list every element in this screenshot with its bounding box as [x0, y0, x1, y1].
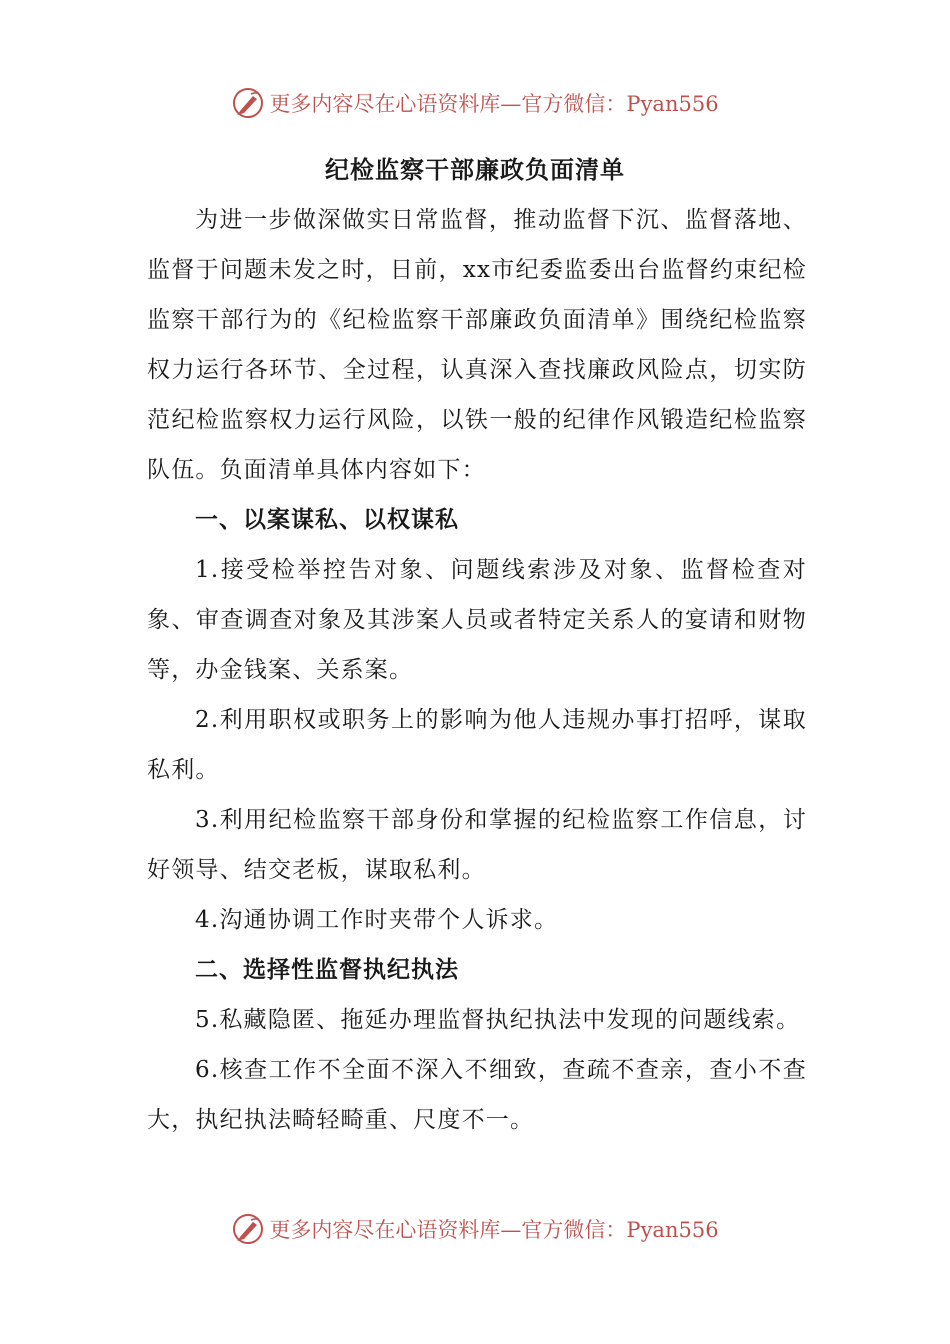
- list-item-2: 2.利用职权或职务上的影响为他人违规办事打招呼，谋取私利。: [147, 707, 807, 783]
- footer-watermark-banner: [0, 1209, 950, 1249]
- header-watermark-banner: [0, 83, 950, 123]
- section-heading-1: 一、以案谋私、以权谋私: [195, 506, 459, 533]
- list-item-6: 6.核查工作不全面不深入不细致，查疏不查亲，查小不查大，执纪执法畸轻畸重、尺度不一。: [147, 1057, 807, 1133]
- list-item-4: 4.沟通协调工作时夹带个人诉求。: [195, 907, 559, 933]
- list-item-3: 3.利用纪检监察干部身份和掌握的纪检监察工作信息，讨好领导、结交老板，谋取私利。: [147, 807, 807, 883]
- list-item-1: 1.接受检举控告对象、问题线索涉及对象、监督检查对象、审查调查对象及其涉案人员或者特定关系人的宴请和财物等，办金钱案、关系案。: [147, 557, 807, 683]
- banner-text: 更多内容尽在心语资料库—官方微信：Pyan556: [269, 1218, 719, 1242]
- banner-text: 更多内容尽在心语资料库—官方微信：Pyan556: [269, 92, 719, 116]
- document-body: [147, 195, 807, 1145]
- pen-logo-icon: [231, 1212, 265, 1246]
- document-title: 纪检监察干部廉政负面清单: [325, 155, 625, 184]
- pen-logo-icon: [231, 86, 265, 120]
- intro-paragraph: 为进一步做深做实日常监督，推动监督下沉、监督落地、监督于问题未发之时，日前，xx市纪委监委出台监督约束纪检监察干部行为的《纪检监察干部廉政负面清单》围绕纪检监察权力运行各环节、全过程，认真深入查找廉政风险点，切实防范纪检监察权力运行风险，以铁一般的纪律作风锻造纪检监察队伍。负面清单具体内容如下：: [147, 207, 807, 483]
- section-heading-2: 二、选择性监督执纪执法: [195, 956, 459, 983]
- list-item-5: 5.私藏隐匿、拖延办理监督执纪执法中发现的问题线索。: [195, 1007, 801, 1033]
